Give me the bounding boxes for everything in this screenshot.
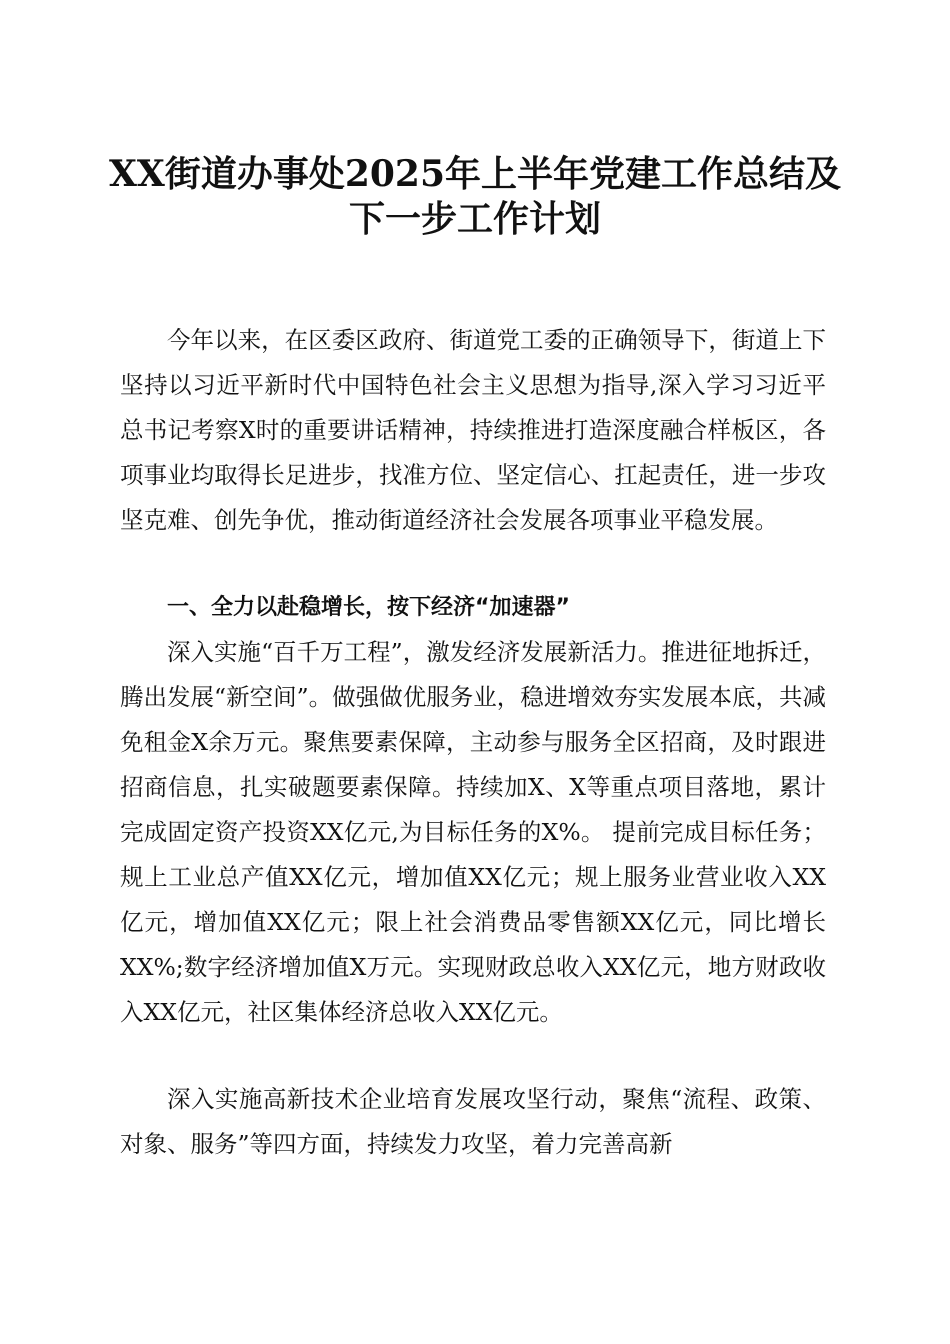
document-title-line-1: XX街道办事处2025年上半年党建工作总结及 bbox=[108, 153, 842, 195]
hightech-paragraph: 深入实施高新技术企业培育发展攻坚行动，聚焦“流程、政策、对象、服务”等四方面，持续发力攻坚，着力完善高新 bbox=[120, 1085, 826, 1158]
economy-paragraph: 深入实施“百千万工程”，激发经济发展新活力。推进征地拆迁，腾出发展“新空间”。做强做优服务业，稳进增效夯实发展本底，共减免租金X余万元。聚焦要素保障，主动参与服务全区招商，及时跟进招商信息，扎实破题要素保障。持续加X、X等重点项目落地，累计完成固定资产投资XX亿元,为目标任务的X%。 提前完成目标任务；规上工业总产值XX亿元，增加值XX亿元；规上服务业营业收入XX亿元，增加值XX亿元；限上社会消费品零售额XX亿元，同比增长XX%;数字经济增加值X万元。实现财政总收入XX亿元，地方财政收入XX亿元，社区集体经济总收入XX亿元。 bbox=[120, 638, 826, 1026]
section-heading-1: 一、全力以赴稳增长，按下经济“加速器” bbox=[167, 595, 570, 620]
document-title-line-2: 下一步工作计划 bbox=[348, 198, 601, 240]
intro-paragraph: 今年以来，在区委区政府、街道党工委的正确领导下，街道上下坚持以习近平新时代中国特色社会主义思想为指导,深入学习习近平总书记考察X时的重要讲话精神，持续推进打造深度融合样板区，各项事业均取得长足进步，找准方位、坚定信心、扛起责任，进一步攻坚克难、创先争优，推动街道经济社会发展各项事业平稳发展。 bbox=[120, 326, 826, 534]
